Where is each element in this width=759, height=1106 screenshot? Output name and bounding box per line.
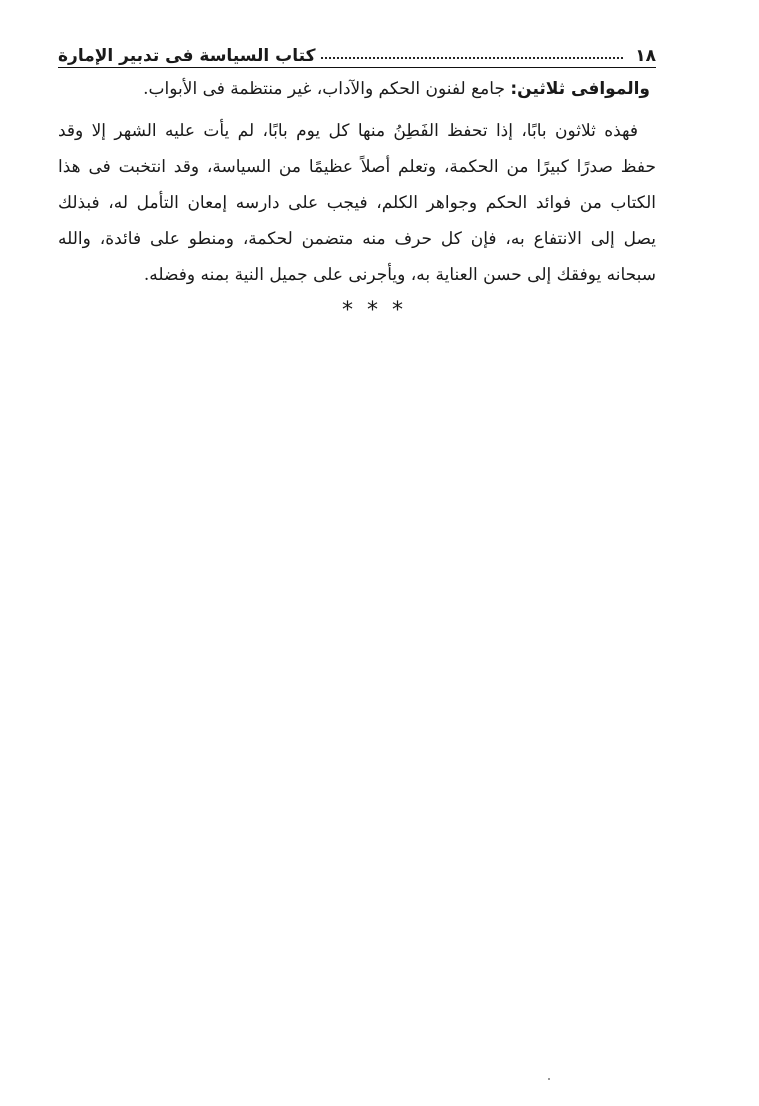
paragraph-line: يصل إلى الانتفاع به، فإن كل حرف منه متضمن لحكمة، ومنطو على فائدة، والله <box>58 229 656 249</box>
body-paragraph <box>58 113 656 293</box>
continuation-text: جامع لفنون الحكم والآداب، غير منتظمة فى الأبواب. <box>143 79 505 99</box>
scan-speck <box>548 1078 550 1080</box>
paragraph-line: سبحانه يوفقك إلى حسن العناية به، ويأجرنى على جميل النية بمنه وفضله. <box>143 265 656 285</box>
page-number: ١٨ <box>635 46 656 66</box>
running-header <box>58 36 656 66</box>
continuation-lead: والموافى ثلاثين: <box>510 79 650 99</box>
paragraph-line: فهذه ثلاثون بابًا، إذا تحفظ الفَطِنُ منها كل يوم بابًا، لم يأت عليه الشهر إلا وقد <box>58 121 638 141</box>
continuation-line <box>143 74 650 104</box>
running-title: كتاب السياسة فى تدبير الإمارة <box>58 46 316 66</box>
paragraph-line: حفظ صدرًا كبيرًا من الحكمة، وتعلم أصلاً عظيمًا من السياسة، وقد انتخبت فى هذا <box>58 157 656 177</box>
paragraph-line: الكتاب من فوائد الحكم وجواهر الكلم، فيجب على دارسه إمعان التأمل له، فبذلك <box>58 193 656 213</box>
section-separator: *** <box>342 298 417 323</box>
leader-dots <box>321 56 623 59</box>
header-rule <box>58 67 656 68</box>
